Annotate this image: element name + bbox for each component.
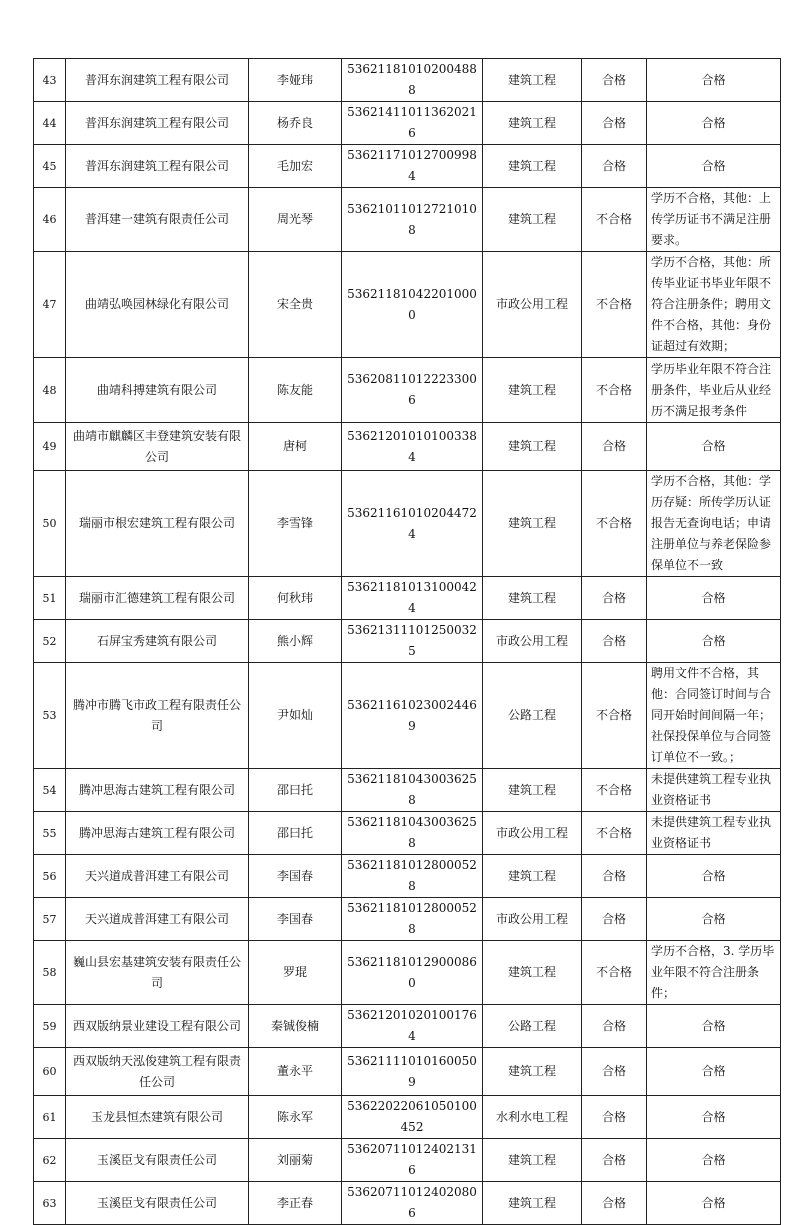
company-name: 腾冲市腾飞市政工程有限责任公司 <box>66 663 249 769</box>
review-result: 不合格 <box>582 471 647 577</box>
review-result: 不合格 <box>582 941 647 1005</box>
row-number: 44 <box>34 102 66 145</box>
person-name: 刘丽菊 <box>249 1139 342 1182</box>
company-name: 西双版纳景业建设工程有限公司 <box>66 1005 249 1048</box>
company-name: 曲靖弘唤园林绿化有限公司 <box>66 252 249 358</box>
certificate-number: 536207110124021316 <box>342 1139 483 1182</box>
certificate-number: 536207110124020806 <box>342 1182 483 1225</box>
specialty: 公路工程 <box>483 1005 582 1048</box>
row-number: 61 <box>34 1096 66 1139</box>
table-body <box>34 59 781 1225</box>
certificate-number: 536211610102044724 <box>342 471 483 577</box>
review-result: 合格 <box>582 1096 647 1139</box>
certificate-number: 536213111012500325 <box>342 620 483 663</box>
specialty: 建筑工程 <box>483 471 582 577</box>
company-name: 普洱建一建筑有限责任公司 <box>66 188 249 252</box>
specialty: 建筑工程 <box>483 188 582 252</box>
review-remark: 合格 <box>647 898 781 941</box>
review-result: 不合格 <box>582 769 647 812</box>
row-number: 47 <box>34 252 66 358</box>
specialty: 建筑工程 <box>483 855 582 898</box>
person-name: 杨乔良 <box>249 102 342 145</box>
company-name: 天兴道成普洱建工有限公司 <box>66 855 249 898</box>
review-remark: 合格 <box>647 1096 781 1139</box>
certificate-number: 536208110122233006 <box>342 358 483 423</box>
person-name: 陈友能 <box>249 358 342 423</box>
review-remark: 合格 <box>647 1048 781 1096</box>
results-table <box>33 58 781 1225</box>
row-number: 58 <box>34 941 66 1005</box>
company-name: 玉龙县恒杰建筑有限公司 <box>66 1096 249 1139</box>
company-name: 普洱东润建筑工程有限公司 <box>66 102 249 145</box>
table-row <box>34 769 781 812</box>
review-result: 合格 <box>582 855 647 898</box>
certificate-number: 536211110101600509 <box>342 1048 483 1096</box>
certificate-number: 536211810430036258 <box>342 812 483 855</box>
company-name: 玉溪臣戈有限责任公司 <box>66 1139 249 1182</box>
certificate-number: 536211810128000528 <box>342 855 483 898</box>
specialty: 公路工程 <box>483 663 582 769</box>
company-name: 石屏宝秀建筑有限公司 <box>66 620 249 663</box>
person-name: 邵曰托 <box>249 769 342 812</box>
certificate-number: 536211810131000424 <box>342 577 483 620</box>
review-result: 合格 <box>582 1182 647 1225</box>
review-result: 不合格 <box>582 188 647 252</box>
registration-review-table <box>33 58 780 1225</box>
row-number: 48 <box>34 358 66 423</box>
specialty: 建筑工程 <box>483 769 582 812</box>
table-row <box>34 471 781 577</box>
table-row <box>34 59 781 102</box>
specialty: 建筑工程 <box>483 1182 582 1225</box>
review-result: 不合格 <box>582 663 647 769</box>
review-remark: 学历不合格，其他：所传毕业证书毕业年限不符合注册条件；聘用文件不合格，其他：身份证超过有效期； <box>647 252 781 358</box>
specialty: 建筑工程 <box>483 102 582 145</box>
review-remark: 聘用文件不合格，其他：合同签订时间与合同开始时间间隔一年；社保投保单位与合同签订单位不一致。； <box>647 663 781 769</box>
company-name: 腾冲思海古建筑工程有限公司 <box>66 769 249 812</box>
review-result: 不合格 <box>582 812 647 855</box>
person-name: 陈永军 <box>249 1096 342 1139</box>
person-name: 李国春 <box>249 898 342 941</box>
specialty: 水利水电工程 <box>483 1096 582 1139</box>
specialty: 建筑工程 <box>483 941 582 1005</box>
row-number: 50 <box>34 471 66 577</box>
review-remark: 合格 <box>647 620 781 663</box>
person-name: 尹如灿 <box>249 663 342 769</box>
table-row <box>34 1005 781 1048</box>
specialty: 建筑工程 <box>483 423 582 471</box>
table-row <box>34 102 781 145</box>
row-number: 62 <box>34 1139 66 1182</box>
specialty: 建筑工程 <box>483 59 582 102</box>
person-name: 毛加宏 <box>249 145 342 188</box>
company-name: 曲靖科搏建筑有限公司 <box>66 358 249 423</box>
certificate-number: 536211810430036258 <box>342 769 483 812</box>
review-result: 不合格 <box>582 252 647 358</box>
review-remark: 合格 <box>647 855 781 898</box>
row-number: 49 <box>34 423 66 471</box>
row-number: 45 <box>34 145 66 188</box>
review-remark: 学历不合格，其他：学历存疑：所传学历认证报告无查询电话；申请注册单位与养老保险参保单位不一致 <box>647 471 781 577</box>
specialty: 建筑工程 <box>483 358 582 423</box>
specialty: 建筑工程 <box>483 145 582 188</box>
certificate-number: 536214110113620216 <box>342 102 483 145</box>
review-remark: 合格 <box>647 577 781 620</box>
company-name: 普洱东润建筑工程有限公司 <box>66 59 249 102</box>
company-name: 玉溪臣戈有限责任公司 <box>66 1182 249 1225</box>
review-result: 合格 <box>582 102 647 145</box>
person-name: 李正春 <box>249 1182 342 1225</box>
review-result: 合格 <box>582 577 647 620</box>
review-remark: 合格 <box>647 102 781 145</box>
specialty: 市政公用工程 <box>483 620 582 663</box>
table-row <box>34 1048 781 1096</box>
table-row <box>34 941 781 1005</box>
company-name: 腾冲思海古建筑工程有限公司 <box>66 812 249 855</box>
table-row <box>34 1096 781 1139</box>
row-number: 51 <box>34 577 66 620</box>
person-name: 李雪锋 <box>249 471 342 577</box>
row-number: 46 <box>34 188 66 252</box>
table-row <box>34 620 781 663</box>
company-name: 瑞丽市根宏建筑工程有限公司 <box>66 471 249 577</box>
review-result: 合格 <box>582 1048 647 1096</box>
review-result: 合格 <box>582 620 647 663</box>
table-row <box>34 663 781 769</box>
certificate-number: 536211810102004888 <box>342 59 483 102</box>
certificate-number: 536211810129000860 <box>342 941 483 1005</box>
review-remark: 学历不合格，其他：上传学历证书不满足注册要求。 <box>647 188 781 252</box>
review-result: 合格 <box>582 423 647 471</box>
row-number: 63 <box>34 1182 66 1225</box>
certificate-number: 536211710127009984 <box>342 145 483 188</box>
company-name: 曲靖市麒麟区丰登建筑安装有限公司 <box>66 423 249 471</box>
table-row <box>34 1182 781 1225</box>
review-remark: 合格 <box>647 1182 781 1225</box>
table-row <box>34 252 781 358</box>
row-number: 57 <box>34 898 66 941</box>
certificate-number: 53622022061050100452 <box>342 1096 483 1139</box>
specialty: 建筑工程 <box>483 1048 582 1096</box>
review-remark: 学历不合格，3. 学历毕业年限不符合注册条件； <box>647 941 781 1005</box>
certificate-number: 536212010201001764 <box>342 1005 483 1048</box>
row-number: 43 <box>34 59 66 102</box>
person-name: 唐柯 <box>249 423 342 471</box>
review-result: 合格 <box>582 145 647 188</box>
person-name: 李娅玮 <box>249 59 342 102</box>
row-number: 54 <box>34 769 66 812</box>
table-row <box>34 423 781 471</box>
review-remark: 未提供建筑工程专业执业资格证书 <box>647 769 781 812</box>
review-result: 不合格 <box>582 358 647 423</box>
review-result: 合格 <box>582 59 647 102</box>
table-row <box>34 577 781 620</box>
review-remark: 合格 <box>647 423 781 471</box>
person-name: 何秋玮 <box>249 577 342 620</box>
specialty: 建筑工程 <box>483 577 582 620</box>
review-remark: 合格 <box>647 59 781 102</box>
person-name: 李国春 <box>249 855 342 898</box>
table-row <box>34 358 781 423</box>
table-row <box>34 812 781 855</box>
table-row <box>34 145 781 188</box>
review-remark: 合格 <box>647 1139 781 1182</box>
review-remark: 合格 <box>647 145 781 188</box>
company-name: 巍山县宏基建筑安装有限责任公司 <box>66 941 249 1005</box>
company-name: 瑞丽市汇德建筑工程有限公司 <box>66 577 249 620</box>
specialty: 市政公用工程 <box>483 252 582 358</box>
certificate-number: 536212010101003384 <box>342 423 483 471</box>
certificate-number: 536211810128000528 <box>342 898 483 941</box>
specialty: 建筑工程 <box>483 1139 582 1182</box>
row-number: 55 <box>34 812 66 855</box>
certificate-number: 536211810422010000 <box>342 252 483 358</box>
table-row <box>34 898 781 941</box>
person-name: 宋全贵 <box>249 252 342 358</box>
review-remark: 合格 <box>647 1005 781 1048</box>
row-number: 56 <box>34 855 66 898</box>
row-number: 59 <box>34 1005 66 1048</box>
company-name: 普洱东润建筑工程有限公司 <box>66 145 249 188</box>
review-remark: 未提供建筑工程专业执业资格证书 <box>647 812 781 855</box>
specialty: 市政公用工程 <box>483 812 582 855</box>
review-result: 合格 <box>582 898 647 941</box>
company-name: 天兴道成普洱建工有限公司 <box>66 898 249 941</box>
certificate-number: 536211610230024469 <box>342 663 483 769</box>
row-number: 60 <box>34 1048 66 1096</box>
review-result: 合格 <box>582 1005 647 1048</box>
row-number: 53 <box>34 663 66 769</box>
company-name: 西双版纳天泓俊建筑工程有限责任公司 <box>66 1048 249 1096</box>
review-result: 合格 <box>582 1139 647 1182</box>
person-name: 罗琨 <box>249 941 342 1005</box>
table-row <box>34 1139 781 1182</box>
person-name: 周光琴 <box>249 188 342 252</box>
table-row <box>34 855 781 898</box>
person-name: 邵曰托 <box>249 812 342 855</box>
person-name: 熊小辉 <box>249 620 342 663</box>
specialty: 市政公用工程 <box>483 898 582 941</box>
person-name: 董永平 <box>249 1048 342 1096</box>
person-name: 秦铖俊楠 <box>249 1005 342 1048</box>
table-row <box>34 188 781 252</box>
review-remark: 学历毕业年限不符合注册条件，毕业后从业经历不满足报考条件 <box>647 358 781 423</box>
row-number: 52 <box>34 620 66 663</box>
certificate-number: 536210110127210108 <box>342 188 483 252</box>
